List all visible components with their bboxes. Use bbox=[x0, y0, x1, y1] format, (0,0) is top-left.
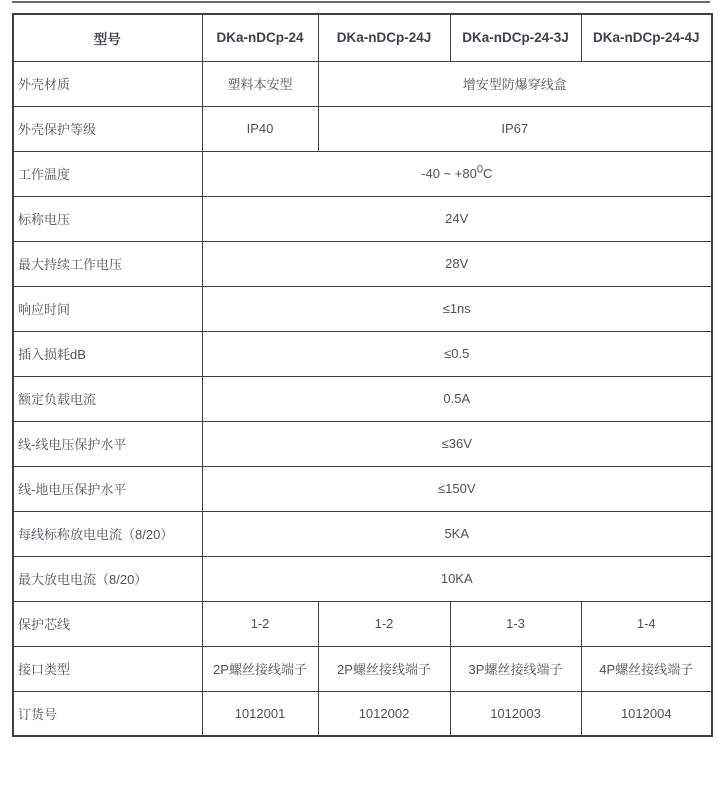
spec-row bbox=[13, 601, 712, 646]
spec-value: IP40 bbox=[202, 106, 318, 151]
spec-value: 1-4 bbox=[581, 601, 712, 646]
spec-label: 外壳材质 bbox=[13, 61, 202, 106]
spec-value: 24V bbox=[202, 196, 712, 241]
spec-row bbox=[13, 646, 712, 691]
spec-row bbox=[13, 196, 712, 241]
spec-row bbox=[13, 331, 712, 376]
header-row bbox=[13, 14, 712, 61]
spec-value: 1-2 bbox=[202, 601, 318, 646]
spec-value: 2P螺丝接线端子 bbox=[202, 646, 318, 691]
spec-row bbox=[13, 421, 712, 466]
spec-row bbox=[13, 466, 712, 511]
spec-label: 标称电压 bbox=[13, 196, 202, 241]
spec-value: -40 ~ $+80^0C$ bbox=[202, 151, 712, 196]
spec-label: 工作温度 bbox=[13, 151, 202, 196]
spec-value: 1012003 bbox=[450, 691, 581, 736]
spec-row bbox=[13, 241, 712, 286]
spec-value: 4P螺丝接线端子 bbox=[581, 646, 712, 691]
spec-value: 1-2 bbox=[318, 601, 450, 646]
superscript-degree: 0 bbox=[476, 163, 483, 176]
model-name-2: DKa-nDCp-24J bbox=[318, 14, 450, 61]
spec-value: 1-3 bbox=[450, 601, 581, 646]
spec-row bbox=[13, 61, 712, 106]
spec-label: 最大放电电流（8/20） bbox=[13, 556, 202, 601]
spec-value: IP67 bbox=[318, 106, 712, 151]
model-column-header: 型号 bbox=[13, 14, 202, 61]
spec-row bbox=[13, 151, 712, 196]
spec-label: 线-地电压保护水平 bbox=[13, 466, 202, 511]
spec-row bbox=[13, 106, 712, 151]
spec-label: 最大持续工作电压 bbox=[13, 241, 202, 286]
spec-row bbox=[13, 691, 712, 736]
spec-value: 3P螺丝接线端子 bbox=[450, 646, 581, 691]
spec-value: ≤36V bbox=[202, 421, 712, 466]
spec-row bbox=[13, 376, 712, 421]
spec-value: ≤150V bbox=[202, 466, 712, 511]
spec-label: 线-线电压保护水平 bbox=[13, 421, 202, 466]
spec-value: 塑料本安型 bbox=[202, 61, 318, 106]
spec-value: 增安型防爆穿线盒 bbox=[318, 61, 712, 106]
spec-label: 订货号 bbox=[13, 691, 202, 736]
spec-table-container bbox=[12, 13, 713, 737]
model-name-4: DKa-nDCp-24-4J bbox=[581, 14, 712, 61]
spec-row bbox=[13, 511, 712, 556]
spec-value: 0.5A bbox=[202, 376, 712, 421]
spec-value: 2P螺丝接线端子 bbox=[318, 646, 450, 691]
spec-label: 保护芯线 bbox=[13, 601, 202, 646]
spec-label: 每线标称放电电流（8/20） bbox=[13, 511, 202, 556]
cropped-top-line-artifact bbox=[12, 1, 710, 3]
spec-value: 28V bbox=[202, 241, 712, 286]
spec-value: 10KA bbox=[202, 556, 712, 601]
spec-label: 响应时间 bbox=[13, 286, 202, 331]
spec-label: 插入损耗dB bbox=[13, 331, 202, 376]
spec-label: 额定负载电流 bbox=[13, 376, 202, 421]
spec-label: 外壳保护等级 bbox=[13, 106, 202, 151]
spec-row bbox=[13, 286, 712, 331]
spec-row bbox=[13, 556, 712, 601]
spec-label: 接口类型 bbox=[13, 646, 202, 691]
spec-value: 5KA bbox=[202, 511, 712, 556]
spec-value: 1012004 bbox=[581, 691, 712, 736]
spec-value: ≤0.5 bbox=[202, 331, 712, 376]
spec-table-body bbox=[13, 14, 712, 736]
model-name-1: DKa-nDCp-24 bbox=[202, 14, 318, 61]
spec-value: 1012002 bbox=[318, 691, 450, 736]
spec-table bbox=[12, 13, 713, 737]
spec-value: 1012001 bbox=[202, 691, 318, 736]
model-name-3: DKa-nDCp-24-3J bbox=[450, 14, 581, 61]
spec-value: ≤1ns bbox=[202, 286, 712, 331]
